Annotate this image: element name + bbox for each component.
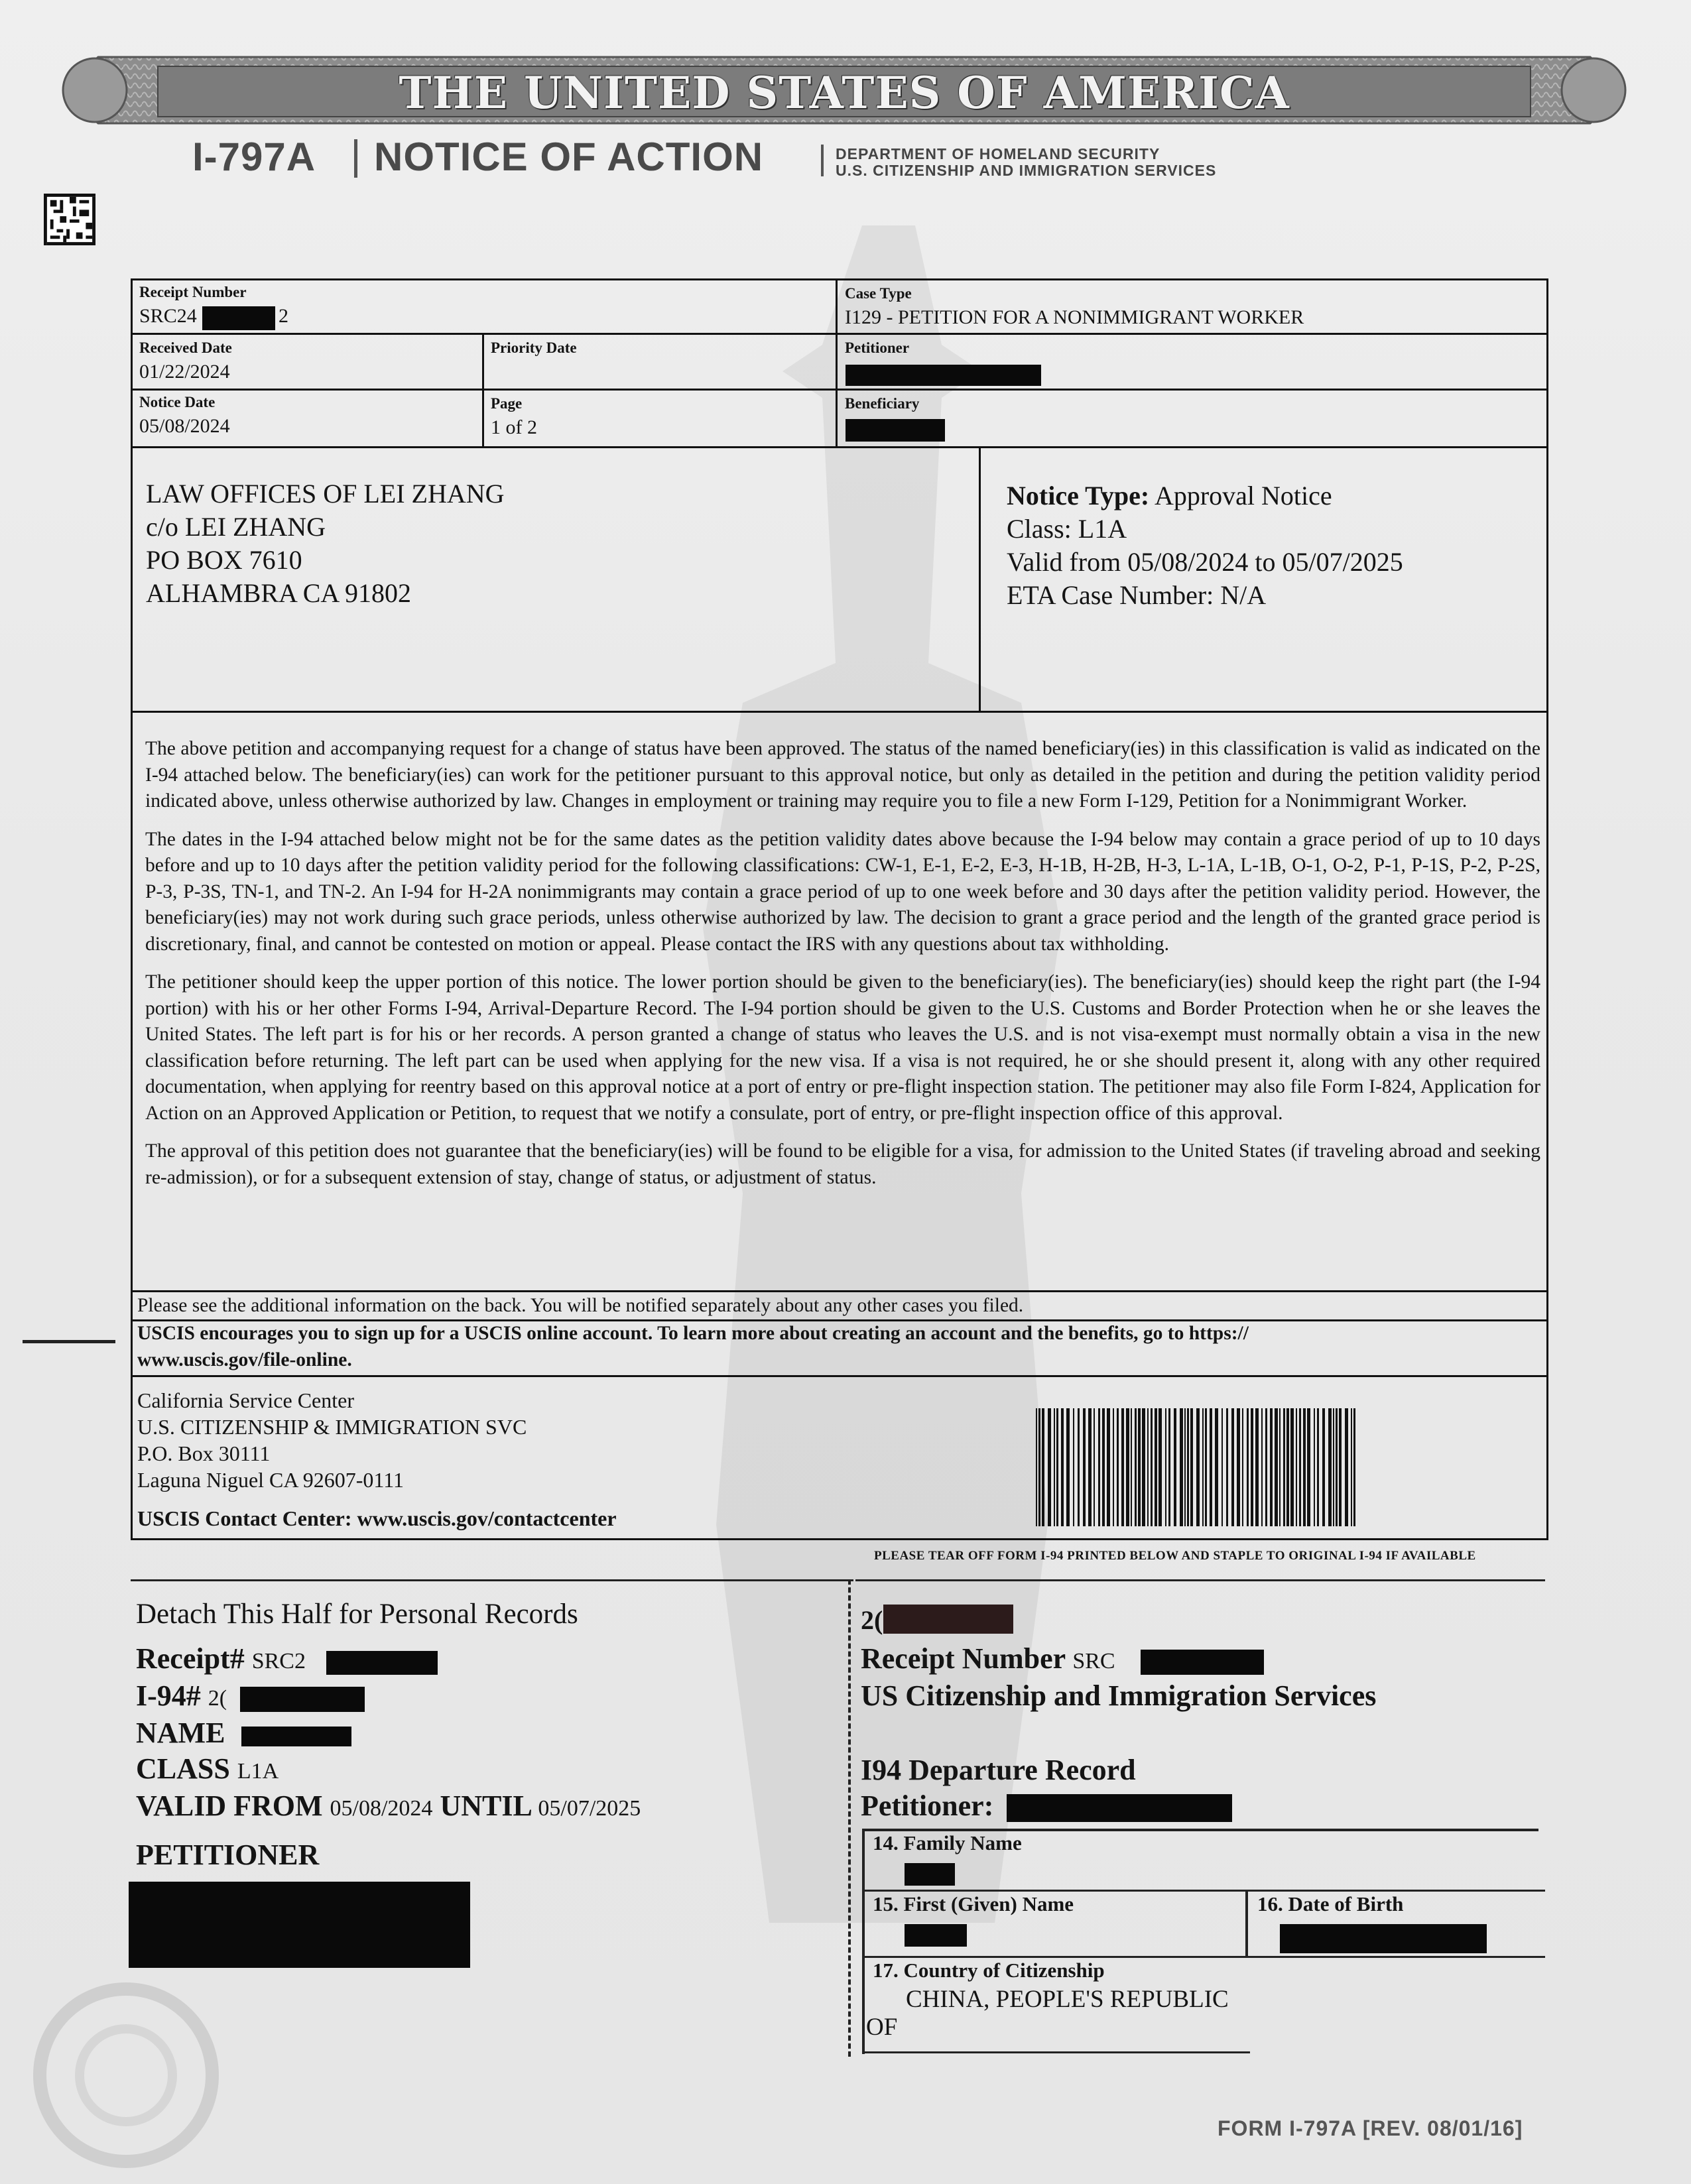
barcode-bar xyxy=(1353,1408,1355,1526)
barcode-bar xyxy=(1102,1408,1105,1526)
eta-case-line: ETA Case Number: N/A xyxy=(1007,580,1267,610)
seal-watermark xyxy=(20,1976,232,2175)
notice-date-value: 05/08/2024 xyxy=(139,415,230,437)
family-name-label: 14. Family Name xyxy=(873,1831,1022,1854)
grid-line xyxy=(131,389,1548,391)
barcode-bar xyxy=(1314,1408,1315,1526)
barcode-bar xyxy=(1190,1408,1193,1526)
barcode-bar xyxy=(1078,1408,1080,1526)
barcode-bar xyxy=(1303,1408,1306,1526)
i94-box-line xyxy=(862,1956,1545,1958)
detach-title: Detach This Half for Personal Records xyxy=(136,1599,578,1630)
left-class-label: CLASS xyxy=(136,1752,230,1785)
petitioner-redaction xyxy=(129,1882,470,1968)
online-account-notice xyxy=(137,1321,1249,1373)
grid-line xyxy=(836,278,838,448)
redaction-block xyxy=(1280,1924,1487,1953)
title-divider xyxy=(354,139,357,178)
barcode-bar xyxy=(1339,1408,1342,1526)
redaction-block xyxy=(905,1924,967,1947)
case-type-label: Case Type xyxy=(845,285,912,302)
redaction-block xyxy=(202,306,275,330)
service-center-line: California Service Center xyxy=(137,1388,354,1412)
class-line: Class: L1A xyxy=(1007,514,1127,544)
online-account-link[interactable]: www.uscis.gov/file-online. xyxy=(137,1349,352,1370)
barcode-bar xyxy=(1307,1408,1310,1526)
barcode-bar xyxy=(1151,1408,1153,1526)
barcode-bar xyxy=(1117,1408,1119,1526)
barcode-bar xyxy=(1231,1408,1234,1526)
barcode-bar xyxy=(1155,1408,1157,1526)
page-value: 1 of 2 xyxy=(491,416,537,438)
barcode-bar xyxy=(1083,1408,1086,1526)
address-line: LAW OFFICES OF LEI ZHANG xyxy=(146,479,505,509)
barcode-bar xyxy=(1270,1408,1273,1526)
barcode-bar xyxy=(1251,1408,1253,1526)
left-receipt-value: SRC2 xyxy=(251,1649,306,1673)
valid-from-label: VALID FROM xyxy=(136,1790,323,1822)
grid-line xyxy=(131,1375,1548,1377)
right-receipt-label: Receipt Number xyxy=(861,1642,1066,1675)
barcode-bar xyxy=(1098,1408,1100,1526)
barcode-bar xyxy=(1142,1408,1145,1526)
barcode-bar xyxy=(1221,1408,1223,1526)
grid-line xyxy=(979,446,981,713)
body-paragraph: The above petition and accompanying request for a change of status have been approved. The status of the named beneficiary(ies) in this classification is valid as indicated on the I-94 attached below. The beneficiary(ies) can work for the petitioner pursuant to this approval notice, but only as detailed in the petition and during the petition validity period indicated above, unless otherwise authorized by law. Changes in employment or training may require you to file a new Form I-129, Petition for a Nonimmigrant Worker. xyxy=(145,738,1540,812)
redaction-block xyxy=(240,1687,365,1712)
barcode-bar xyxy=(1328,1408,1332,1526)
body-paragraph: The approval of this petition does not guarantee that the beneficiary(ies) will be found to be eligible for a visa, for admission to the United States (if traveling abroad and seeking re-admission), or for a subsequent extension of stay, change of status, or adjustment of status. xyxy=(145,1140,1540,1188)
valid-from-value: 05/08/2024 xyxy=(330,1796,433,1821)
notice-type-label: Notice Type: xyxy=(1007,481,1150,511)
barcode-bar xyxy=(1226,1408,1228,1526)
case-type-value: I129 - PETITION FOR A NONIMMIGRANT WORKER xyxy=(845,306,1304,328)
barcode-bar xyxy=(1073,1408,1074,1526)
beneficiary-label: Beneficiary xyxy=(845,395,920,412)
barcode-bar xyxy=(1054,1408,1055,1526)
redaction-block xyxy=(883,1605,1013,1634)
petitioner-label: Petitioner xyxy=(845,339,910,356)
barcode-bar xyxy=(1066,1408,1070,1526)
barcode-bar xyxy=(1180,1408,1183,1526)
mailing-address xyxy=(146,477,505,610)
barcode-bar xyxy=(1333,1408,1334,1526)
barcode-bar xyxy=(1107,1408,1110,1526)
redaction-block xyxy=(905,1863,955,1886)
barcode-bar xyxy=(1048,1408,1051,1526)
i94-box-line xyxy=(862,2051,1250,2053)
barcode-bar xyxy=(1299,1408,1301,1526)
body-paragraph: The dates in the I-94 attached below might not be for the same dates as the petition validity dates above because the I-94 below may contain a grace period of up to 10 days before and up to 10 days after the petition validity period for the following classifications: CW-1, E-1, E-2, E-3, H-1B, H-2B, H-3, L-1A, L-1B, O-1, O-2, P-1, P-1S, P-2, P-2S, P-3, P-3S, TN-1, and TN-2. An I-94 for H-2A nonimmigrants may contain a grace period of up to one week before and 30 days after the petition validity period. However, the beneficiary(ies) may not work during such grace periods, unless otherwise authorized by law. The decision to grant a grace period and the length of the granted grace period is discretionary, final, and cannot be contested on motion or appeal. Please contact the IRS with any questions about tax withholding. xyxy=(145,828,1540,955)
grid-line xyxy=(131,333,1548,335)
left-petitioner-label: PETITIONER xyxy=(136,1839,320,1871)
left-i94-label: I-94# xyxy=(136,1679,201,1712)
barcode-bar xyxy=(1255,1408,1259,1526)
country-value-line-2: OF xyxy=(866,2014,898,2041)
department-block xyxy=(836,146,1216,179)
barcode-bar xyxy=(1042,1408,1044,1526)
receipt-number-prefix: SRC24 xyxy=(139,305,197,327)
country-value-line-1: CHINA, PEOPLE'S REPUBLIC xyxy=(906,1986,1229,2013)
barcode-bar xyxy=(1210,1408,1212,1526)
fold-mark xyxy=(23,1340,115,1343)
dept-divider xyxy=(821,145,824,176)
right-i94-prefix: 2( xyxy=(861,1605,883,1635)
received-date-label: Received Date xyxy=(139,339,232,356)
perforation-line xyxy=(848,1579,851,2057)
barcode-bar xyxy=(1237,1408,1240,1526)
barcode-bar xyxy=(1265,1408,1267,1526)
service-center-line: P.O. Box 30111 xyxy=(137,1441,271,1465)
barcode-bar xyxy=(1138,1408,1141,1526)
i94-record-title: I94 Departure Record xyxy=(861,1754,1136,1786)
department-line-2: U.S. CITIZENSHIP AND IMMIGRATION SERVICES xyxy=(836,162,1217,179)
right-petitioner-label: Petitioner: xyxy=(861,1790,994,1822)
barcode-bar xyxy=(1296,1408,1297,1526)
left-i94-row xyxy=(136,1679,227,1713)
notice-date-label: Notice Date xyxy=(139,394,216,410)
barcode-bar xyxy=(1094,1408,1095,1526)
service-center-line: Laguna Niguel CA 92607-0111 xyxy=(137,1468,405,1492)
barcode-bar xyxy=(1135,1408,1137,1526)
address-line: ALHAMBRA CA 91802 xyxy=(146,578,412,608)
notice-title: NOTICE OF ACTION xyxy=(374,135,764,179)
barcode-bar xyxy=(1036,1408,1037,1526)
barcode-bar xyxy=(1345,1408,1348,1526)
grid-line xyxy=(131,446,1548,448)
given-name-label: 15. First (Given) Name xyxy=(873,1892,1074,1915)
department-line-1: DEPARTMENT OF HOMELAND SECURITY xyxy=(836,145,1160,162)
left-class-value: L1A xyxy=(237,1759,279,1784)
address-line: PO BOX 7610 xyxy=(146,545,302,575)
barcode-bar xyxy=(1165,1408,1166,1526)
barcode-bar xyxy=(1121,1408,1124,1526)
date-of-birth-label: 16. Date of Birth xyxy=(1257,1892,1404,1915)
barcode-bar xyxy=(1283,1408,1285,1526)
usa-banner xyxy=(58,44,1630,137)
contact-center-line[interactable]: USCIS Contact Center: www.uscis.gov/contactcenter xyxy=(137,1506,617,1530)
received-date-value: 01/22/2024 xyxy=(139,361,230,383)
barcode-bar xyxy=(1202,1408,1204,1526)
petitioner-redaction xyxy=(845,365,1041,386)
barcode-bar xyxy=(1038,1408,1040,1526)
barcode-bar xyxy=(1322,1408,1325,1526)
grid-line xyxy=(131,1290,1548,1292)
redaction-block xyxy=(241,1727,351,1746)
left-valid-row xyxy=(136,1789,641,1823)
page-label: Page xyxy=(491,395,523,412)
receipt-number-suffix: 2 xyxy=(279,305,288,327)
form-revision: FORM I-797A [REV. 08/01/16] xyxy=(1218,2116,1523,2140)
i94-box-line xyxy=(862,1890,1545,1892)
agency-name: US Citizenship and Immigration Services xyxy=(861,1679,1377,1712)
barcode-bar xyxy=(1261,1408,1263,1526)
grid-line xyxy=(482,333,484,448)
barcode-bar xyxy=(1126,1408,1129,1526)
barcode-bar xyxy=(1131,1408,1132,1526)
notice-type-block xyxy=(1007,479,1403,612)
left-receipt-row xyxy=(136,1642,306,1675)
until-value: 05/07/2025 xyxy=(538,1796,641,1821)
2d-barcode-icon xyxy=(44,194,95,245)
i94-box-line xyxy=(862,1829,865,2054)
barcode-bar xyxy=(1290,1408,1294,1526)
tear-off-instruction: PLEASE TEAR OFF FORM I-94 PRINTED BELOW AND STAPLE TO ORIGINAL I-94 IF AVAILABLE xyxy=(874,1549,1476,1563)
barcode-bar xyxy=(1279,1408,1281,1526)
petitioner-redaction xyxy=(1007,1794,1232,1822)
barcode-icon xyxy=(1036,1408,1361,1526)
barcode-bar xyxy=(1113,1408,1114,1526)
barcode-bar xyxy=(1187,1408,1189,1526)
validity-line: Valid from 05/08/2024 to 05/07/2025 xyxy=(1007,547,1403,577)
left-i94-value: 2( xyxy=(208,1686,227,1711)
barcode-bar xyxy=(1215,1408,1218,1526)
left-class-row xyxy=(136,1752,279,1786)
online-account-line-1: USCIS encourages you to sign up for a USCIS online account. To learn more about creating an account and the benefits, go to https:// xyxy=(137,1323,1249,1344)
barcode-bar xyxy=(1174,1408,1176,1526)
barcode-bar xyxy=(1061,1408,1064,1526)
barcode-bar xyxy=(1351,1408,1352,1526)
barcode-bar xyxy=(1247,1408,1249,1526)
receipt-number-label: Receipt Number xyxy=(139,284,247,300)
barcode-bar xyxy=(1205,1408,1207,1526)
stub-top-line xyxy=(131,1579,853,1581)
barcode-bar xyxy=(1147,1408,1149,1526)
redaction-block xyxy=(326,1651,438,1675)
barcode-bar xyxy=(1317,1408,1319,1526)
right-receipt-value: SRC xyxy=(1072,1649,1115,1673)
additional-info-line: Please see the additional information on the back. You will be notified separately about any other cases you filed. xyxy=(137,1295,1024,1316)
notice-body xyxy=(145,736,1540,1191)
beneficiary-redaction xyxy=(845,419,945,442)
barcode-bar xyxy=(1168,1408,1170,1526)
priority-date-label: Priority Date xyxy=(491,339,577,356)
country-label: 17. Country of Citizenship xyxy=(873,1959,1105,1982)
form-id: I-797A xyxy=(192,135,316,179)
barcode-bar xyxy=(1275,1408,1278,1526)
redaction-block xyxy=(1141,1650,1264,1675)
until-label: UNTIL xyxy=(440,1790,531,1822)
banner-title: THE UNITED STATES OF AMERICA xyxy=(399,67,1290,119)
barcode-bar xyxy=(1242,1408,1243,1526)
i94-box-line xyxy=(1245,1890,1248,1957)
notice-type-value: Approval Notice xyxy=(1154,481,1332,511)
barcode-bar xyxy=(1286,1408,1289,1526)
barcode-bar xyxy=(1336,1408,1338,1526)
right-receipt-row xyxy=(861,1642,1115,1675)
address-line: c/o LEI ZHANG xyxy=(146,512,326,542)
barcode-bar xyxy=(1184,1408,1186,1526)
barcode-bar xyxy=(1056,1408,1058,1526)
stub-top-line xyxy=(855,1579,1545,1581)
body-paragraph: The petitioner should keep the upper portion of this notice. The lower portion should be given to the beneficiary(ies). The beneficiary(ies) should keep the right part (the I-94 portion) with his or her other Forms I-94, Arrival-Departure Record. The I-94 portion should be given to the U.S. Customs and Border Protection when he or she leaves the United States. The left part is for his or her records. A person granted a change of status who leaves the U.S. and is not visa-exempt must normally obtain a visa in the new classification before returning. The left part can be used when applying for the new visa. If a visa is not required, he or she should present it, along with any other required documentation, when applying for reentry based on this approval notice at a port of entry or pre-flight inspection station. The petitioner may also file Form I-824, Application for Action on an Approved Application or Petition, to request that we notify a consulate, port of entry, or pre-flight inspection office of this approval. xyxy=(145,971,1540,1124)
service-center-line: U.S. CITIZENSHIP & IMMIGRATION SVC xyxy=(137,1415,527,1439)
left-name-label: NAME xyxy=(136,1717,225,1749)
barcode-bar xyxy=(1196,1408,1200,1526)
barcode-bar xyxy=(1088,1408,1092,1526)
service-center-address xyxy=(137,1387,527,1493)
barcode-bar xyxy=(1159,1408,1162,1526)
left-receipt-label: Receipt# xyxy=(136,1642,245,1675)
grid-line xyxy=(131,711,1548,713)
